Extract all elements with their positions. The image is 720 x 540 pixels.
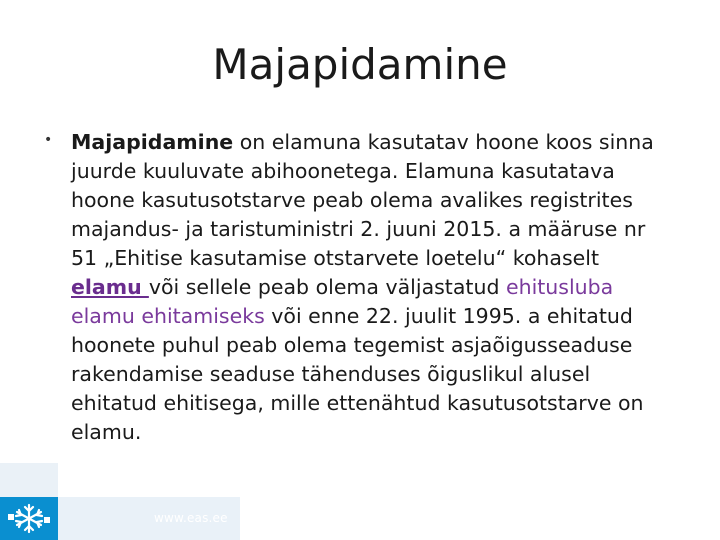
bullet-marker: • bbox=[44, 132, 53, 148]
eas-logo bbox=[0, 497, 58, 540]
snowflake-icon bbox=[0, 497, 58, 540]
footer-url[interactable]: www.eas.ee bbox=[154, 511, 228, 525]
slide-title: Majapidamine bbox=[212, 40, 508, 89]
bullet-paragraph bbox=[71, 128, 671, 447]
elamu-link[interactable]: elamu bbox=[71, 275, 149, 299]
bullet-text-part-1: on elamuna kasutatav hoone koos sinna juurde kuuluvate abihoonetega. Elamuna kasutatava hoone kasutusotstarve peab olema avalikes registrites majandus- ja taristuministri 2. juuni 2015. a määruse nr 51 „Ehitise kasutamise otstarvete loetelu“ kohaselt bbox=[71, 130, 654, 270]
bullet-text-part-3: või enne 22. juulit 1995. a ehitatud hoonete puhul peab olema tegemist asjaõigusseaduse rakendamise seaduse tähenduses õiguslikul alusel ehitatud ehitisega, mille ettenähtud kasutusotstarve on elamu. bbox=[71, 304, 644, 444]
ehitusluba-link[interactable]: ehitusluba elamu ehitamiseks bbox=[71, 275, 614, 328]
bullet-term: Majapidamine bbox=[71, 130, 234, 154]
footer-decor-block bbox=[0, 463, 58, 497]
bullet-text-part-2: või sellele peab olema väljastatud bbox=[148, 275, 506, 299]
